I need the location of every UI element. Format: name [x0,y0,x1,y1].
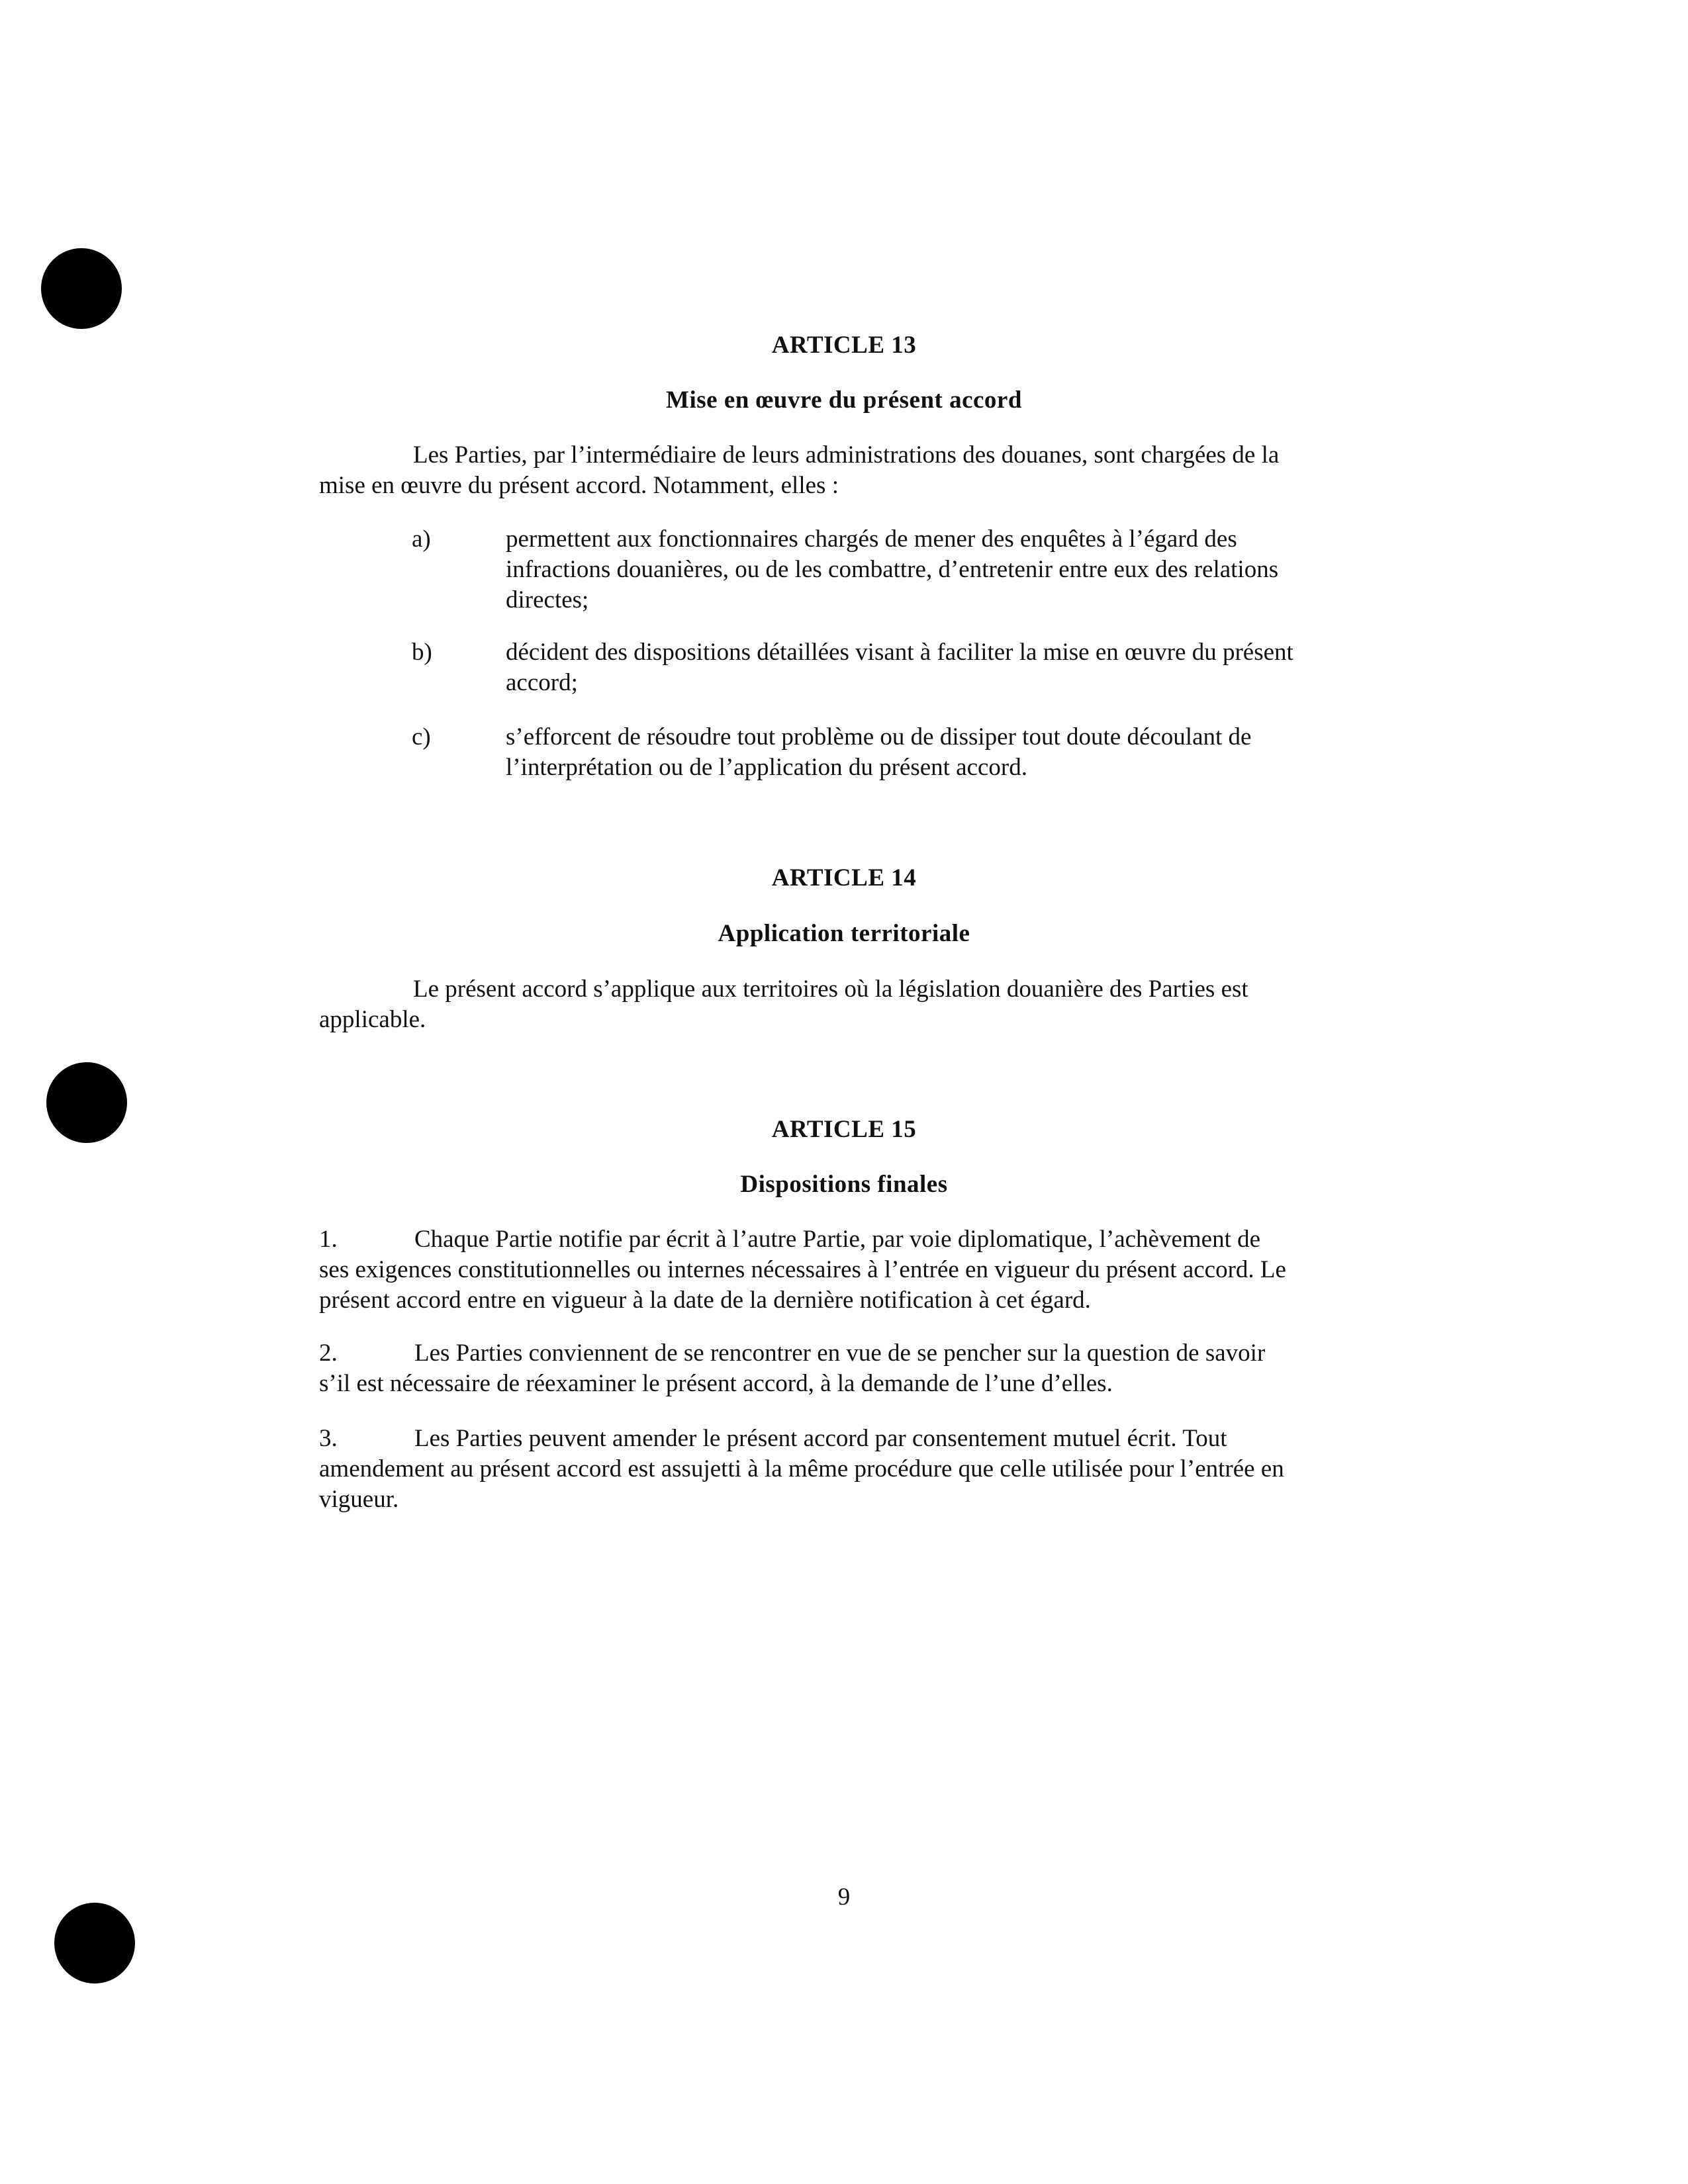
paragraph-line: s’il est nécessaire de réexaminer le présent accord, à la demande de l’une d’elles. [319,1370,1113,1397]
punch-hole-bottom [54,1903,135,1983]
article-14-subtitle: Application territoriale [718,920,970,947]
paragraph-line: amendement au présent accord est assujetti à la même procédure que celle utilisée pour l’entrée en [319,1455,1284,1482]
article-13-item-b-text [506,637,1360,698]
article-15-subtitle: Dispositions finales [740,1171,948,1198]
article-13-item-a-text [506,524,1360,615]
paragraph-number: 2. [319,1340,338,1367]
article-13-item-b-line: accord; [506,669,578,696]
article-14-title: ARTICLE 14 [771,864,917,891]
article-14-text [319,974,1358,1035]
page-number: 9 [837,1884,851,1911]
article-14-line: applicable. [319,1006,426,1033]
article-13-title: ARTICLE 13 [771,332,917,359]
paragraph-line: Chaque Partie notifie par écrit à l’autre Partie, par voie diplomatique, l’achèvement de [414,1226,1261,1253]
article-13-item-a-line: infractions douanières, ou de les combattre, d’entretenir entre eux des relations [506,556,1279,583]
article-13-item-a-line: permettent aux fonctionnaires chargés de mener des enquêtes à l’égard des [506,525,1237,553]
article-15-title: ARTICLE 15 [771,1116,917,1143]
punch-hole-top [41,248,122,329]
paragraph-line: vigueur. [319,1486,399,1513]
paragraph-number: 3. [319,1425,338,1452]
paragraph-line: présent accord entre en vigueur à la date de la dernière notification à cet égard. [319,1287,1091,1314]
article-13-item-a-line: directes; [506,586,589,614]
paragraph-line: Les Parties peuvent amender le présent accord par consentement mutuel écrit. Tout [414,1425,1227,1452]
article-13-intro-line: mise en œuvre du présent accord. Notamment, elles : [319,472,839,499]
article-15-paragraph-2 [319,1338,1358,1399]
paragraph-number: 1. [319,1226,338,1253]
article-13-item-c-line: l’interprétation ou de l’application du présent accord. [506,754,1028,781]
article-13-intro-line: Les Parties, par l’intermédiaire de leurs administrations des douanes, sont chargées de la [413,441,1280,469]
article-13-item-b-label: b) [412,639,432,666]
paragraph-line: ses exigences constitutionnelles ou internes nécessaires à l’entrée en vigueur du présent accord. Le [319,1256,1286,1283]
article-13-item-b-line: décident des dispositions détaillées visant à faciliter la mise en œuvre du présent [506,639,1293,666]
article-14-line: Le présent accord s’applique aux territoires où la législation douanière des Parties est [413,976,1248,1003]
article-13-subtitle: Mise en œuvre du présent accord [666,387,1022,414]
paragraph-line: Les Parties conviennent de se rencontrer en vue de se pencher sur la question de savoir [414,1340,1266,1367]
article-13-item-c-text [506,722,1360,783]
article-13-item-c-line: s’efforcent de résoudre tout problème ou de dissiper tout doute découlant de [506,723,1252,751]
article-13-intro [319,440,1358,501]
article-13-item-a-label: a) [412,525,431,553]
article-15-paragraph-1 [319,1224,1358,1316]
article-13-item-c-label: c) [412,723,431,751]
article-15-paragraph-3 [319,1424,1358,1515]
